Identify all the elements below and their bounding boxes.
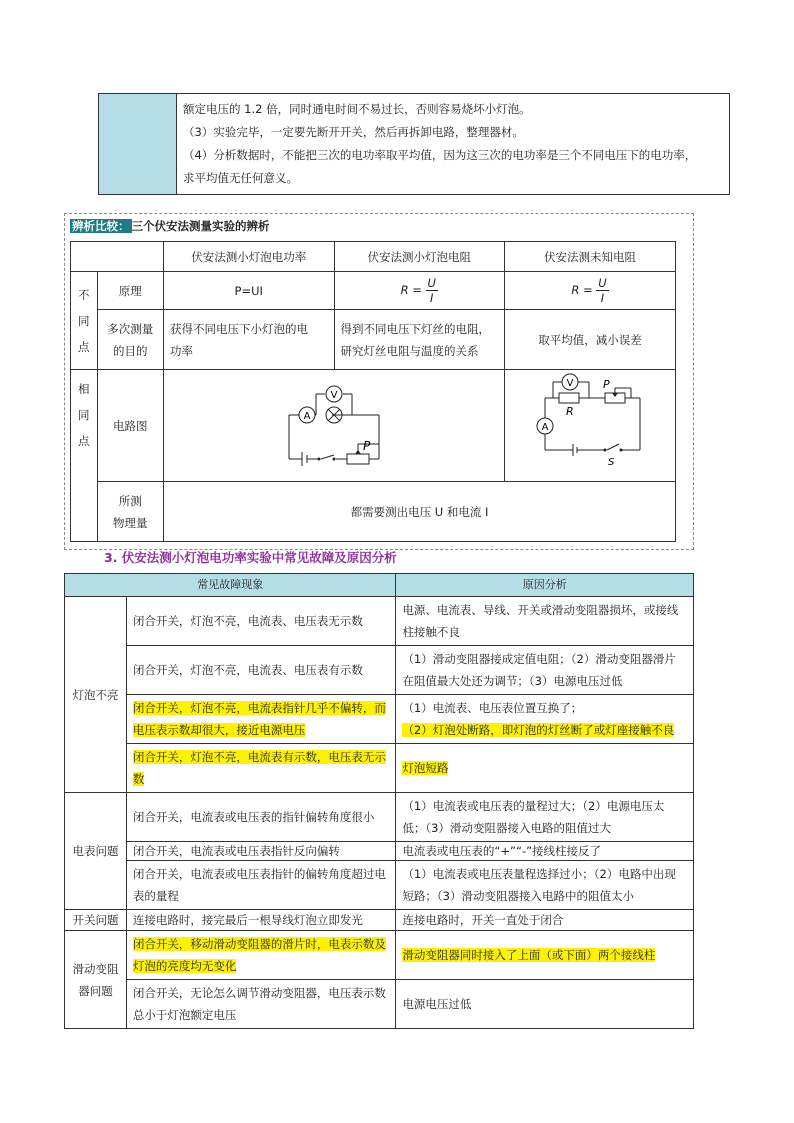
phenomenon-cell: 闭合开关，灯泡不亮，电流表、电压表有示数 <box>126 646 396 695</box>
table-row <box>65 695 694 744</box>
corner-cell <box>71 242 164 272</box>
table-row <box>65 861 694 910</box>
comparison-tag: 辨析比较： <box>72 219 130 233</box>
section-3-title: 3. 伏安法测小灯泡电功率实验中常见故障及原因分析 <box>104 550 397 565</box>
ammeter-label: A <box>303 411 311 422</box>
highlighted-text: 闭合开关，移动滑动变阻器的滑片时，电表示数及灯泡的亮度均无变化 <box>132 937 386 973</box>
phenomenon-cell <box>126 695 396 744</box>
phenomenon-cell: 闭合开关，电流表或电压表的指针偏转角度很小 <box>126 793 396 842</box>
highlighted-text: 灯泡短路 <box>402 761 449 775</box>
table-row <box>65 646 694 695</box>
purpose-bulb-resistance: 得到不同电压下灯丝的电阻， 研究灯丝电阻与温度的关系 <box>334 310 505 370</box>
table-row <box>65 744 694 793</box>
highlighted-text: 闭合开关，灯泡不亮，电流表有示数，电压表无示数 <box>132 750 386 786</box>
voltmeter-label: V <box>330 390 338 401</box>
cause-cell <box>396 744 694 793</box>
quantity-cell: 都需要测出电压 U 和电流 I <box>164 482 676 542</box>
cause-cell: （1）电流表或电压表量程选择过小；（2）电路中出现短路；（3）滑动变阻器接入电路中的阻值太小 <box>396 861 694 910</box>
precautions-text <box>177 94 730 195</box>
precaution-line: （3）实验完毕，一定要先断开开关，然后再拆卸电路，整理器材。 <box>183 125 524 139</box>
category-switch: 开关问题 <box>65 910 127 931</box>
table-row <box>65 842 694 861</box>
ammeter-label: A <box>541 422 549 433</box>
diff-label: 不 同 点 <box>71 272 98 370</box>
comparison-table <box>70 241 676 542</box>
purpose-unknown-resistance: 取平均值，减小误差 <box>505 310 676 370</box>
precaution-line: （4）分析数据时，不能把三次的电功率取平均值，因为这三次的电功率是三个不同电压下的电功率， <box>183 148 697 162</box>
comparison-title <box>70 218 270 234</box>
circuit-unknown-svg <box>505 370 675 474</box>
phenomenon-cell: 连接电路时，接完最后一根导线灯泡立即发光 <box>126 910 396 931</box>
col-header-bulb-resistance: 伏安法测小灯泡电阻 <box>334 242 505 272</box>
precaution-line: 额定电压的 1.2 倍，同时通电时间不易过长，否则容易烧坏小灯泡。 <box>183 102 531 116</box>
switch-label: S <box>608 457 615 468</box>
cause-cell: （1）电流表、电压表位置互换了； （2）灯泡处断路，即灯泡的灯丝断了或灯座接触不良 <box>396 695 694 744</box>
table-row <box>65 931 694 980</box>
cause-cell: 电源电压过低 <box>396 980 694 1029</box>
same-label: 相 同 点 <box>71 370 98 542</box>
slider-label: P <box>603 378 610 391</box>
voltmeter-label: V <box>566 378 574 389</box>
phenomenon-cell: 闭合开关，灯泡不亮，电流表、电压表无示数 <box>126 597 396 646</box>
phenomenon-cell: 闭合开关，电流表或电压表指针的偏转角度超过电表的量程 <box>126 861 396 910</box>
circuit-diagram-unknown <box>505 370 676 482</box>
purpose-power: 获得不同电压下小灯泡的电 功率 <box>164 310 335 370</box>
phenomenon-cell <box>126 744 396 793</box>
fault-table <box>64 573 694 1029</box>
principle-power: P=UI <box>164 272 335 310</box>
precaution-line: 求平均值无任何意义。 <box>183 171 298 185</box>
row-label-quantity: 所测 物理量 <box>97 482 164 542</box>
resistor-label: R <box>566 405 574 418</box>
slider-label: P <box>363 439 371 453</box>
row-label-circuit: 电路图 <box>97 370 164 482</box>
blue-label-cell <box>99 94 177 195</box>
col-header-unknown-resistance: 伏安法测未知电阻 <box>505 242 676 272</box>
highlighted-text: 滑动变阻器同时接入了上面（或下面）两个接线柱 <box>402 948 656 962</box>
cause-cell: 电源、电流表、导线、开关或滑动变阻器损坏，或接线柱接触不良 <box>396 597 694 646</box>
circuit-bulb-svg <box>164 370 504 474</box>
circuit-diagram-bulb <box>164 370 505 482</box>
phenomenon-cell <box>126 931 396 980</box>
phenomenon-cell: 闭合开关，电流表或电压表指针反向偏转 <box>126 842 396 861</box>
cause-cell: （1）电流表或电压表的量程过大；（2）电源电压太低；（3）滑动变阻器接入电路的阻值过大 <box>396 793 694 842</box>
cause-cell: 连接电路时，开关一直处于闭合 <box>396 910 694 931</box>
table-row <box>65 910 694 931</box>
table-row <box>65 793 694 842</box>
phenomenon-cell: 闭合开关，无论怎么调节滑动变阻器，电压表示数总小于灯泡额定电压 <box>126 980 396 1029</box>
cause-cell: 电流表或电压表的“+”“-”接线柱接反了 <box>396 842 694 861</box>
table-row <box>65 980 694 1029</box>
header-cause: 原因分析 <box>396 574 694 597</box>
precautions-table <box>98 93 730 195</box>
category-rheostat: 滑动变阻 器问题 <box>65 931 127 1029</box>
cause-cell: （1）滑动变阻器接成定值电阻；（2）滑动变阻器滑片在阻值最大处还为调节；（3）电源电压过低 <box>396 646 694 695</box>
category-bulb: 灯泡不亮 <box>65 597 127 793</box>
row-label-purpose: 多次测量 的目的 <box>97 310 164 370</box>
col-header-power: 伏安法测小灯泡电功率 <box>164 242 335 272</box>
header-phenomenon: 常见故障现象 <box>65 574 396 597</box>
highlighted-text: 闭合开关，灯泡不亮，电流表指针几乎不偏转，而电压表示数却很大，接近电源电压 <box>132 701 386 737</box>
row-label-principle: 原理 <box>97 272 164 310</box>
principle-unknown-resistance: R = $\frac{U}{I}$ <box>505 272 676 310</box>
table-row <box>65 597 694 646</box>
principle-bulb-resistance: R = $\frac{U}{I}$ <box>334 272 505 310</box>
comparison-heading: 三个伏安法测量实验的辨析 <box>131 219 270 233</box>
category-meter: 电表问题 <box>65 793 127 910</box>
highlighted-text: （2）灯泡处断路，即灯泡的灯丝断了或灯座接触不良 <box>402 723 675 737</box>
cause-cell <box>396 931 694 980</box>
